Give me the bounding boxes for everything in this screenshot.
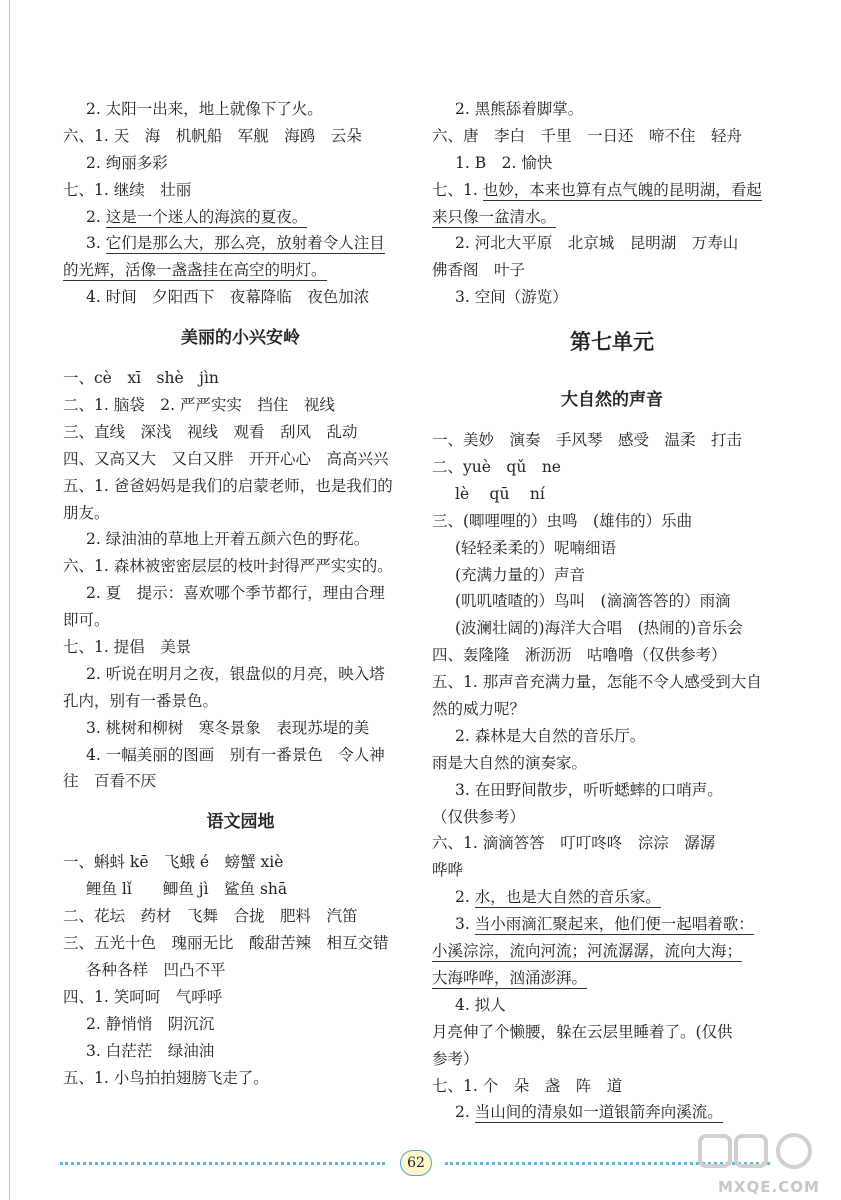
answer-line: 六、1. 滴滴答答 叮叮咚咚 淙淙 潺潺: [432, 834, 716, 853]
answer-line: 3. 桃树和柳树 寒冬景象 表现苏堤的美: [86, 718, 370, 737]
answer-line: 3. 白茫茫 绿油油: [86, 1041, 215, 1060]
underlined-answer: 来只像一盆清水。: [432, 207, 557, 226]
answer-line: (充满力量的）声音: [455, 565, 586, 584]
answer-line: lè qū ní: [455, 484, 545, 503]
answer-line: 朋友。: [63, 503, 110, 522]
answer-line: 六、唐 李白 千里 一日还 啼不住 轻舟: [432, 126, 743, 145]
answer-line: 3. 在田野间散步，听听蟋蟀的口哨声。: [455, 780, 723, 799]
answer-prefix: 3.: [455, 915, 475, 934]
underlined-answer: 当小雨滴汇聚起来，他们便一起唱着歌：: [474, 915, 754, 934]
answer-line: 3. 空间（游览）: [455, 288, 568, 307]
underlined-answer: 小溪淙淙，流向河流；河流潺潺，流向大海；: [432, 942, 743, 961]
answer-line: 四、1. 笑呵呵 气呼呼: [63, 987, 223, 1006]
answer-line: 2. 黑熊舔着脚掌。: [455, 100, 584, 118]
answer-line: 一、蝌蚪 kē 飞蛾 é 螃蟹 xiè: [63, 853, 284, 872]
answer-line: (波澜壮阔的)海洋大合唱 (热闹的)音乐会: [455, 619, 743, 638]
answer-prefix: 3.: [86, 234, 106, 253]
section-heading: 语文园地: [206, 812, 275, 833]
answer-line: 月亮伸了个懒腰，躲在云层里睡着了。(仅供: [432, 1022, 733, 1041]
answer-line: 2. 静悄悄 阴沉沉: [86, 1014, 215, 1033]
answer-line: 然的威力呢？: [432, 700, 526, 719]
answer-line: 五、1. 那声音充满力量，怎能不令人感受到大自: [432, 673, 762, 692]
answer-line: [63, 230, 418, 257]
section-heading: 美丽的小兴安岭: [181, 328, 300, 349]
page-footer: [60, 1150, 770, 1176]
answer-line: 六、1. 森林被密密层层的枝叶封得严严实实的。: [63, 557, 393, 576]
answer-line: [432, 204, 792, 231]
answer-line: 孔内，别有一番景色。: [63, 691, 219, 710]
answer-line: 1. B 2. 愉快: [455, 153, 553, 172]
answer-line: 4. 时间 夕阳西下 夜幕降临 夜色加浓: [86, 288, 370, 307]
underlined-answer: 大海哗哗，汹涌澎湃。: [432, 968, 588, 987]
underlined-answer: 它们是那么大，那么亮，放射着令人注目: [105, 234, 385, 253]
answer-line: 七、1. 个 朵 盏 阵 道: [432, 1076, 623, 1095]
answer-line: 一、美妙 演奏 手风琴 感受 温柔 打击: [432, 431, 743, 450]
answer-line: 二、1. 脑袋 2. 严严实实 挡住 视线: [63, 396, 335, 415]
answer-line: 雨是大自然的演奏家。: [432, 753, 588, 772]
answer-line: 2. 夏 提示：喜欢哪个季节都行，理由合理: [86, 584, 385, 603]
right-column: [432, 96, 792, 1126]
underlined-answer: 的光辉，活像一盏盏挂在高空的明灯。: [63, 261, 327, 280]
answer-line: 七、1. 继续 壮丽: [63, 180, 192, 199]
answer-line: 七、1. 提倡 美景: [63, 638, 192, 657]
answer-line: 参考）: [432, 1049, 479, 1068]
answer-line: [432, 911, 792, 938]
answer-line: 各种各样 凹凸不平: [86, 960, 226, 979]
answer-line: 五、1. 爸爸妈妈是我们的启蒙老师，也是我们的: [63, 476, 393, 495]
page-number: 62: [400, 1150, 432, 1176]
answer-line: 2. 太阳一出来，地上就像下了火。: [86, 100, 323, 118]
answer-prefix: 七、1.: [432, 180, 483, 199]
underlined-answer: 这是一个迷人的海滨的夏夜。: [105, 207, 308, 226]
underlined-answer: 水，也是大自然的音乐家。: [474, 888, 661, 907]
answer-line: 三、(唧哩哩的）虫鸣 (雄伟的）乐曲: [432, 511, 693, 530]
answer-line: 四、轰隆隆 淅沥沥 咕噜噜（仅供参考）: [432, 646, 727, 665]
answer-line: 鲤鱼 lǐ 鲫鱼 jì 鲨鱼 shā: [86, 880, 288, 899]
left-column: [63, 96, 418, 1091]
answer-line: [432, 1099, 792, 1126]
answer-line: 4. 一幅美丽的图画 别有一番景色 令人神: [86, 745, 385, 764]
answer-line: 2. 听说在明月之夜，银盘似的月亮，映入塔: [86, 664, 385, 683]
answer-line: 四、又高又大 又白又胖 开开心心 高高兴兴: [63, 449, 389, 468]
answer-line: (轻轻柔柔的）呢喃细语: [455, 538, 617, 557]
answer-line: [63, 204, 418, 231]
answer-prefix: 2.: [455, 888, 475, 907]
answer-line: 三、五光十色 瑰丽无比 酸甜苦辣 相互交错: [63, 934, 389, 953]
unit-title: 第七单元: [570, 330, 654, 355]
answer-line: 佛香阁 叶子: [432, 261, 526, 280]
answer-line: [432, 965, 792, 992]
section-heading: 大自然的声音: [561, 390, 663, 411]
answer-prefix: 2.: [86, 207, 106, 226]
underlined-answer: 当山间的清泉如一道银箭奔向溪流。: [474, 1103, 723, 1122]
footer-dotted-line-left: [60, 1162, 385, 1165]
answer-line: （仅供参考）: [432, 807, 526, 826]
answer-line: 2. 绚丽多彩: [86, 153, 168, 172]
answer-line: 三、直线 深浅 视线 观看 刮风 乱动: [63, 422, 358, 441]
answer-line: [432, 938, 792, 965]
answer-line: 4. 拟人: [455, 995, 506, 1014]
page-edge-line: [9, 0, 10, 1200]
answer-line: (叽叽喳喳的）鸟叫 (滴滴答答的）雨滴: [455, 592, 731, 611]
answer-line: 哗哗: [432, 861, 464, 880]
answer-line: [432, 884, 792, 911]
watermark-text: MXQE.COM: [718, 1178, 820, 1196]
answer-line: 一、cè xī shè jìn: [63, 369, 219, 388]
answer-prefix: 2.: [455, 1103, 475, 1122]
underlined-answer: 也妙，本来也算有点气魄的昆明湖，看起: [482, 180, 762, 199]
answer-line: 2. 绿油油的草地上开着五颜六色的野花。: [86, 530, 370, 549]
answer-line: 六、1. 天 海 机帆船 军舰 海鸥 云朵: [63, 126, 362, 145]
answer-line: [63, 257, 418, 284]
answer-line: 2. 河北大平原 北京城 昆明湖 万寿山: [455, 234, 739, 253]
answer-line: 五、1. 小鸟拍拍翅膀飞走了。: [63, 1068, 269, 1087]
answer-line: 即可。: [63, 611, 110, 630]
answer-line: 2. 森林是大自然的音乐厅。: [455, 726, 646, 745]
answer-line: [432, 177, 792, 204]
answer-line: 二、花坛 药材 飞舞 合拢 肥料 汽笛: [63, 907, 358, 926]
answer-line: 往 百看不厌: [63, 772, 157, 791]
answer-line: 二、yuè qǔ ne: [432, 458, 561, 477]
